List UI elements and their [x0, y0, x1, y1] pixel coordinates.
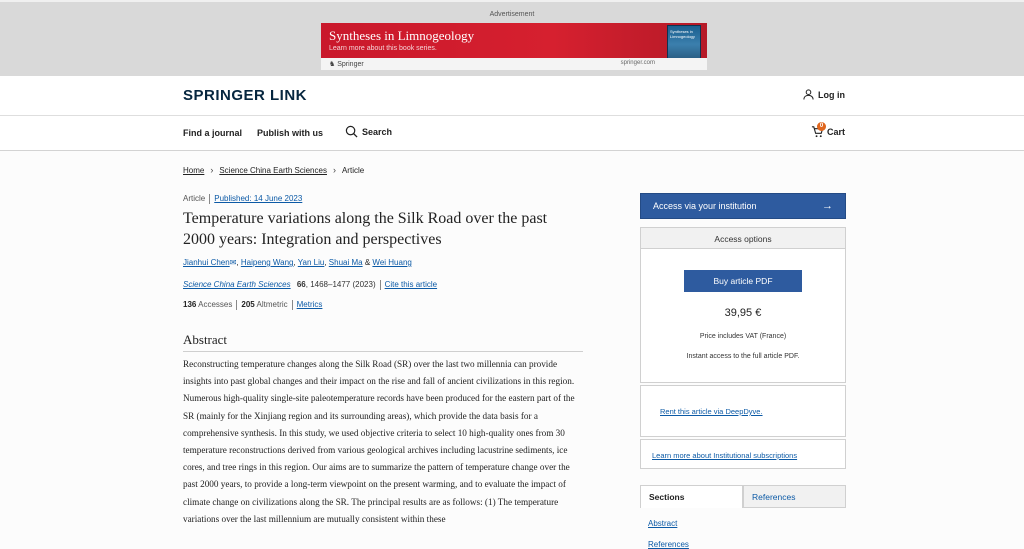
breadcrumb-current: Article — [341, 165, 365, 175]
ad-book-text: Syntheses in Limnogeology — [670, 29, 695, 39]
volume: 66 — [296, 280, 306, 290]
access-institution-label: Access via your institution — [653, 201, 757, 211]
published-date[interactable]: Published: 14 June 2023 — [214, 194, 303, 204]
citation-line — [183, 280, 437, 290]
journal-link[interactable]: Science China Earth Sciences — [183, 280, 291, 290]
find-journal-link[interactable]: Find a journal — [183, 128, 243, 138]
tab-sections[interactable]: Sections — [640, 485, 743, 508]
article-meta — [183, 194, 302, 204]
site-header — [0, 76, 1024, 116]
arrow-right-icon: → — [822, 200, 833, 212]
chevron-right-icon: › — [210, 165, 214, 175]
abstract-divider — [183, 351, 583, 352]
ad-banner[interactable] — [321, 23, 707, 70]
ad-title: Syntheses in Limnogeology — [329, 28, 475, 43]
springer-link-logo[interactable]: SPRINGER LINK — [183, 87, 308, 104]
breadcrumb — [183, 165, 364, 175]
breadcrumb-home[interactable]: Home — [183, 165, 205, 175]
metrics-line — [183, 300, 322, 310]
breadcrumb-journal[interactable]: Science China Earth Sciences — [219, 165, 327, 175]
article-price: 39,95 € — [724, 307, 762, 319]
instant-access-note: Instant access to the full article PDF. — [686, 353, 800, 360]
ad-subtitle: Learn more about this book series. — [329, 45, 437, 52]
publish-link[interactable]: Publish with us — [257, 128, 324, 138]
springer-horse-icon: ♞ — [329, 61, 336, 68]
cart-button[interactable] — [811, 125, 845, 138]
email-icon[interactable]: ✉ — [229, 258, 237, 267]
chevron-right-icon: › — [332, 165, 336, 175]
access-options-panel — [640, 249, 846, 383]
article-title: Temperature variations along the Silk Road over the past 2000 years: Integration and perspectives — [183, 210, 548, 248]
search-icon — [345, 125, 358, 138]
ad-brand-label: Springer — [337, 61, 364, 68]
search-button[interactable] — [345, 125, 392, 138]
institutional-subscriptions-link[interactable]: Learn more about Institutional subscriptions — [652, 451, 798, 460]
author-link[interactable]: Shuai Ma — [328, 258, 363, 267]
ad-site: springer.com — [620, 60, 655, 66]
author-and: & — [364, 258, 371, 267]
main-nav — [0, 116, 1024, 151]
user-icon — [803, 89, 814, 100]
institutional-panel — [640, 439, 846, 469]
ad-footer — [321, 58, 707, 70]
ad-brand — [329, 60, 364, 68]
advertisement-band — [0, 0, 1024, 76]
abstract-heading: Abstract — [183, 332, 228, 347]
article-type: Article — [183, 194, 206, 204]
metrics-link[interactable]: Metrics — [296, 300, 323, 310]
tab-references[interactable]: References — [743, 485, 846, 508]
access-institution-button[interactable] — [640, 193, 846, 219]
author-link[interactable]: Wei Huang — [372, 258, 412, 267]
author-link[interactable]: Haipeng Wang — [240, 258, 294, 267]
sidebar-tabs — [640, 485, 846, 508]
section-link-abstract[interactable]: Abstract — [648, 519, 678, 528]
author-link[interactable]: Jianhui Chen — [183, 258, 230, 267]
login-button[interactable] — [803, 89, 845, 100]
altmetric-count: 205 — [241, 300, 255, 310]
vat-note: Price includes VAT (France) — [699, 333, 787, 340]
cite-article-link[interactable]: Cite this article — [384, 280, 438, 290]
author-list: Jianhui Chen✉, Haipeng Wang, Yan Liu, Shuai Ma & Wei Huang — [183, 258, 412, 267]
rent-panel — [640, 385, 846, 437]
rent-deepdyve-link[interactable]: Rent this article via DeepDyve. — [660, 407, 763, 416]
cart-count-badge: 0 — [817, 122, 826, 131]
author-link[interactable]: Yan Liu — [297, 258, 325, 267]
accesses-count: 136 — [183, 300, 197, 310]
abstract-text: Reconstructing temperature changes along the Silk Road (SR) over the last two millennia can provide insights into past global changes and their impact on the rise and fall of ancient civilizations in this region. Numerous high-quality single-site paleotemperature records have been produced for the eastern part of the SR (mainly for the Xinjiang region and its surrounding areas), which provide the data basis for a comprehensive synthesis. In this study, we used objective criteria to select 10 high-quality ones from 30 temperature reconstructions derived from various geological archives including lacustrine sediments, ice cores, and tree rings in this region. Our aims are to summarize the pattern of temperature change over the past 2000 years, to provide a long-term viewpoint on the present warming, and to evaluate the impact of climate change on civilizations along the SR. The principal results are as follows: (1) The temperature variations over the last millennium are mutually consistent within these — [183, 359, 575, 524]
login-label: Log in — [818, 89, 845, 100]
access-options-header: Access options — [640, 227, 846, 249]
altmetric-label: Altmetric — [256, 300, 288, 310]
cart-label: Cart — [827, 126, 846, 137]
section-link-references[interactable]: References — [648, 540, 689, 549]
search-label: Search — [362, 126, 393, 137]
ad-label: Advertisement — [489, 11, 535, 18]
accesses-label: Accesses — [198, 300, 233, 310]
buy-pdf-button[interactable]: Buy article PDF — [684, 270, 802, 292]
pages: , 1468–1477 (2023) — [305, 280, 376, 290]
